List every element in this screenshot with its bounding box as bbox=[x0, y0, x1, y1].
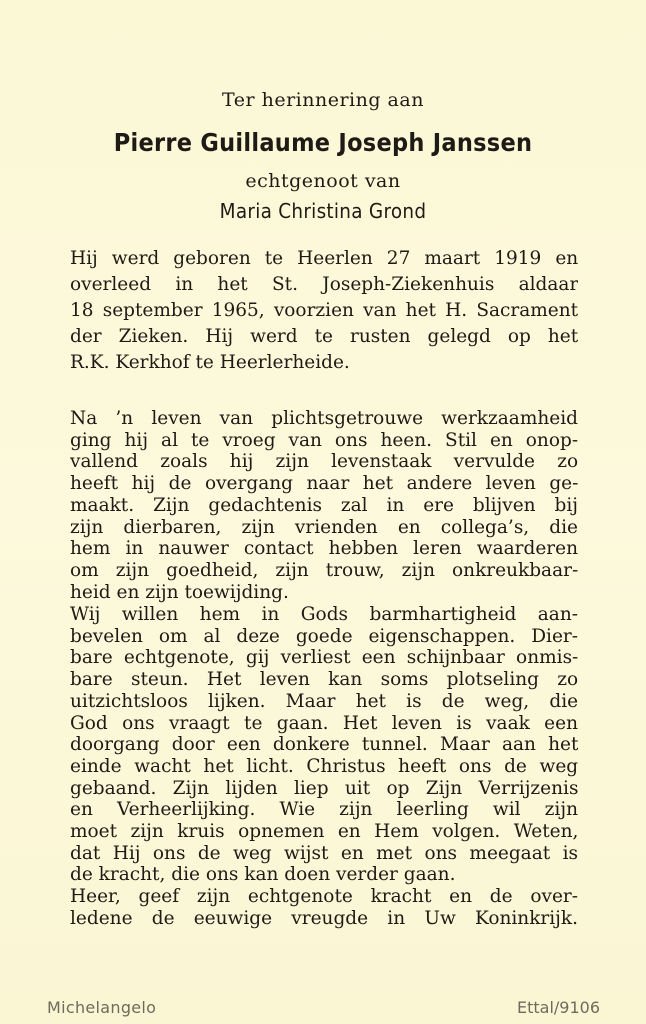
text-line: ledene de eeuwige vreugde in Uw Koninkrijk. bbox=[70, 907, 578, 929]
text-line: en Verheerlijking. Wie zijn leerling wil zijn bbox=[70, 799, 578, 821]
text-line: heid en zijn toewijding. bbox=[70, 581, 289, 603]
footer-artist-credit: Michelangelo bbox=[47, 998, 157, 1017]
spouse-name: Maria Christina Grond bbox=[219, 199, 427, 223]
biography-paragraph bbox=[70, 246, 578, 376]
footer-print-code: Ettal/9106 bbox=[516, 998, 600, 1017]
text-line: Wij willen hem in Gods barmhartigheid aan- bbox=[70, 604, 578, 625]
text-line: uitzichtsloos lijken. Maar het is de weg, die bbox=[70, 690, 578, 712]
text-line: dat Hij ons de weg wijst en met ons meegaat is bbox=[70, 842, 578, 864]
text-line: bevelen om al deze goede eigenschappen. Dier- bbox=[70, 625, 578, 647]
tribute-paragraph bbox=[70, 408, 578, 603]
spouse-label: echtgenoot van bbox=[245, 170, 401, 192]
text-line: om zijn goedheid, zijn trouw, zijn onkreukbaar- bbox=[70, 559, 578, 581]
text-line: zijn dierbaren, zijn vrienden en collega’s, die bbox=[70, 516, 578, 538]
text-line: Heer, geef zijn echtgenote kracht en de over- bbox=[70, 886, 578, 907]
text-line: bare steun. Het leven kan soms plotseling zo bbox=[70, 669, 578, 691]
text-line: hem in nauwer contact hebben leren waarderen bbox=[70, 538, 578, 560]
text-line: maakt. Zijn gedachtenis zal in ere blijven bij bbox=[70, 494, 578, 516]
closing-prayer-paragraph bbox=[70, 886, 578, 929]
text-line: R.K. Kerkhof te Heerlerheide. bbox=[70, 352, 350, 373]
text-line: God ons vraagt te gaan. Het leven is vaak een bbox=[70, 712, 578, 734]
text-line: Na ’n leven van plichtsgetrouwe werkzaamheid bbox=[70, 408, 578, 429]
deceased-name: Pierre Guillaume Joseph Janssen bbox=[113, 128, 533, 157]
text-line: 18 september 1965, voorzien van het H. Sacrament bbox=[70, 300, 578, 321]
text-line: einde wacht het licht. Christus heeft ons de weg bbox=[70, 755, 578, 777]
intro-line: Ter herinnering aan bbox=[222, 89, 424, 111]
text-line: overleed in het St. Joseph-Ziekenhuis aldaar bbox=[70, 274, 578, 295]
text-line: der Zieken. Hij werd te rusten gelegd op het bbox=[70, 326, 578, 347]
text-line: de kracht, die ons kan doen verder gaan. bbox=[70, 864, 456, 886]
text-line: gebaand. Zijn lijden liep uit op Zijn Verrijzenis bbox=[70, 777, 578, 799]
text-line: moet zijn kruis opnemen en Hem volgen. Weten, bbox=[70, 821, 578, 843]
text-line: ging hij al te vroeg van ons heen. Stil en onop- bbox=[70, 429, 578, 451]
text-line: doorgang door een donkere tunnel. Maar aan het bbox=[70, 734, 578, 756]
text-line: vallend zoals hij zijn levenstaak vervulde zo bbox=[70, 451, 578, 473]
text-line: bare echtgenote, gij verliest een schijnbaar onmis- bbox=[70, 647, 578, 669]
text-line: Hij werd geboren te Heerlen 27 maart 1919 en bbox=[70, 248, 578, 269]
text-line: heeft hij de overgang naar het andere leven ge- bbox=[70, 473, 578, 495]
prayer-paragraph bbox=[70, 604, 578, 886]
